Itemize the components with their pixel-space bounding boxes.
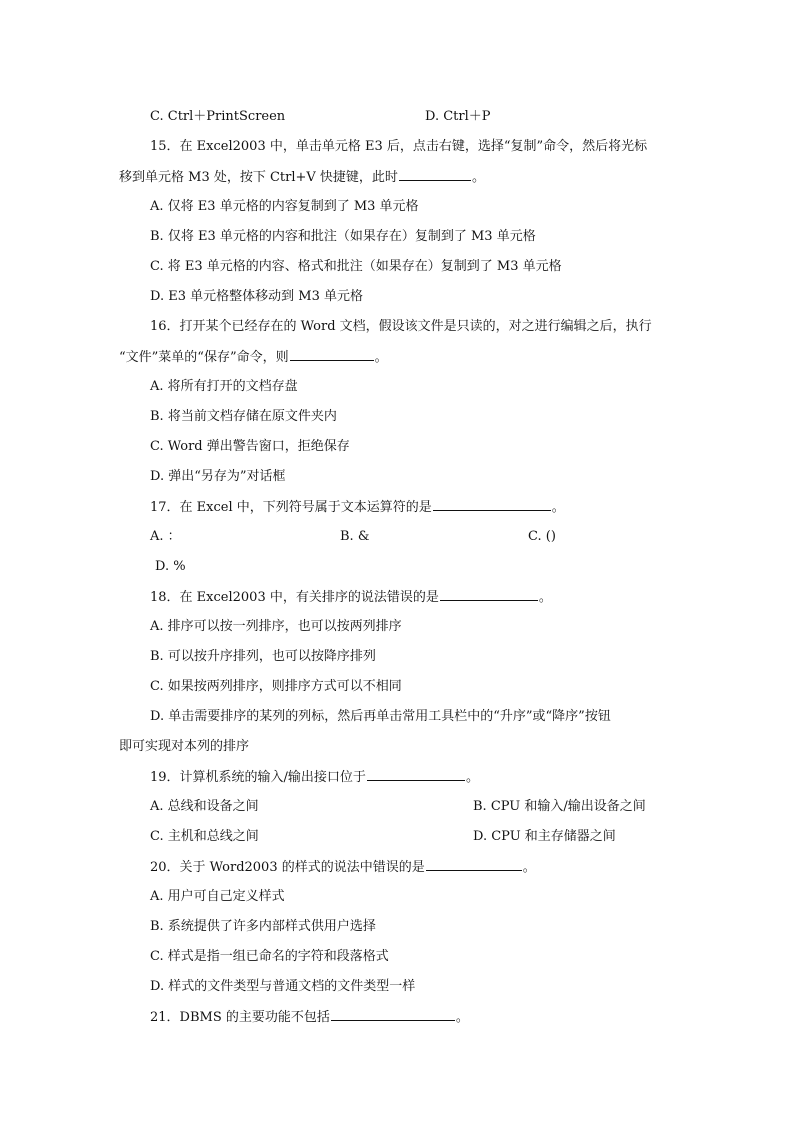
q19-stem: 19．计算机系统的输入/输出接口位于 。 xyxy=(0,766,794,788)
q17-option-d: D. % xyxy=(155,559,186,574)
answer-blank xyxy=(367,766,465,781)
q17-option-c: C. () xyxy=(528,529,556,544)
answer-blank xyxy=(433,496,551,511)
q14-options-row xyxy=(0,106,794,128)
q16-stem-line2: “文件”菜单的“保存”命令，则 。 xyxy=(0,346,794,368)
q20-option-a: A. 用户可自己定义样式 xyxy=(150,889,285,904)
answer-blank xyxy=(331,1006,455,1021)
q20-option-c: C. 样式是指一组已命名的字符和段落格式 xyxy=(150,949,389,964)
q21-stem: 21．DBMS 的主要功能不包括 。 xyxy=(0,1006,794,1028)
q14-option-d: D. Ctrl＋P xyxy=(425,109,491,124)
answer-blank xyxy=(426,856,522,871)
q15-stem-line1: 15．在 Excel2003 中，单击单元格 E3 后，点击右键，选择“复制”命令，然后将光标 xyxy=(150,139,648,154)
q17-options-row xyxy=(0,526,794,548)
q16-stem-line1: 16．打开某个已经存在的 Word 文档，假设该文件是只读的，对之进行编辑之后，执行 xyxy=(150,319,652,334)
answer-blank xyxy=(399,166,471,181)
q18-option-b: B. 可以按升序排列，也可以按降序排列 xyxy=(150,649,376,664)
q18-stem: 18．在 Excel2003 中，有关排序的说法错误的是 。 xyxy=(0,586,794,608)
q19-option-a: A. 总线和设备之间 xyxy=(150,799,259,814)
q18-option-a: A. 排序可以按一列排序，也可以按两列排序 xyxy=(150,619,402,634)
q18-option-c: C. 如果按两列排序，则排序方式可以不相同 xyxy=(150,679,402,694)
q15-option-d: D. E3 单元格整体移动到 M3 单元格 xyxy=(150,289,363,304)
q19-options-row2 xyxy=(0,826,794,848)
answer-blank xyxy=(440,586,538,601)
q19-option-b: B. CPU 和输入/输出设备之间 xyxy=(473,799,646,814)
q16-option-c: C. Word 弹出警告窗口，拒绝保存 xyxy=(150,439,350,454)
q16-option-b: B. 将当前文档存储在原文件夹内 xyxy=(150,409,337,424)
q18-option-d: D. 单击需要排序的某列的列标，然后再单击常用工具栏中的“升序”或“降序”按钮 xyxy=(150,709,611,724)
q17-option-a: A. ： xyxy=(150,529,181,544)
q19-option-d: D. CPU 和主存储器之间 xyxy=(473,829,616,844)
q18-option-d-continuation: 即可实现对本列的排序 xyxy=(119,739,250,754)
q17-stem: 17．在 Excel 中，下列符号属于文本运算符的是 。 xyxy=(0,496,794,518)
q20-option-b: B. 系统提供了许多内部样式供用户选择 xyxy=(150,919,376,934)
q16-option-d: D. 弹出“另存为”对话框 xyxy=(150,469,286,484)
q16-option-a: A. 将所有打开的文档存盘 xyxy=(150,379,298,394)
q19-option-c: C. 主机和总线之间 xyxy=(150,829,259,844)
q20-option-d: D. 样式的文件类型与普通文档的文件类型一样 xyxy=(150,979,416,994)
answer-blank xyxy=(290,346,374,361)
q20-stem: 20．关于 Word2003 的样式的说法中错误的是 。 xyxy=(0,856,794,878)
q15-option-c: C. 将 E3 单元格的内容、格式和批注（如果存在）复制到了 M3 单元格 xyxy=(150,259,562,274)
q15-option-a: A. 仅将 E3 单元格的内容复制到了 M3 单元格 xyxy=(150,199,419,214)
q14-option-c: C. Ctrl＋PrintScreen xyxy=(150,109,286,124)
q19-options-row1 xyxy=(0,796,794,818)
q15-stem-line2: 移到单元格 M3 处，按下 Ctrl+V 快捷键，此时 。 xyxy=(0,166,794,188)
q15-option-b: B. 仅将 E3 单元格的内容和批注（如果存在）复制到了 M3 单元格 xyxy=(150,229,536,244)
q17-option-b: B. & xyxy=(340,529,370,544)
